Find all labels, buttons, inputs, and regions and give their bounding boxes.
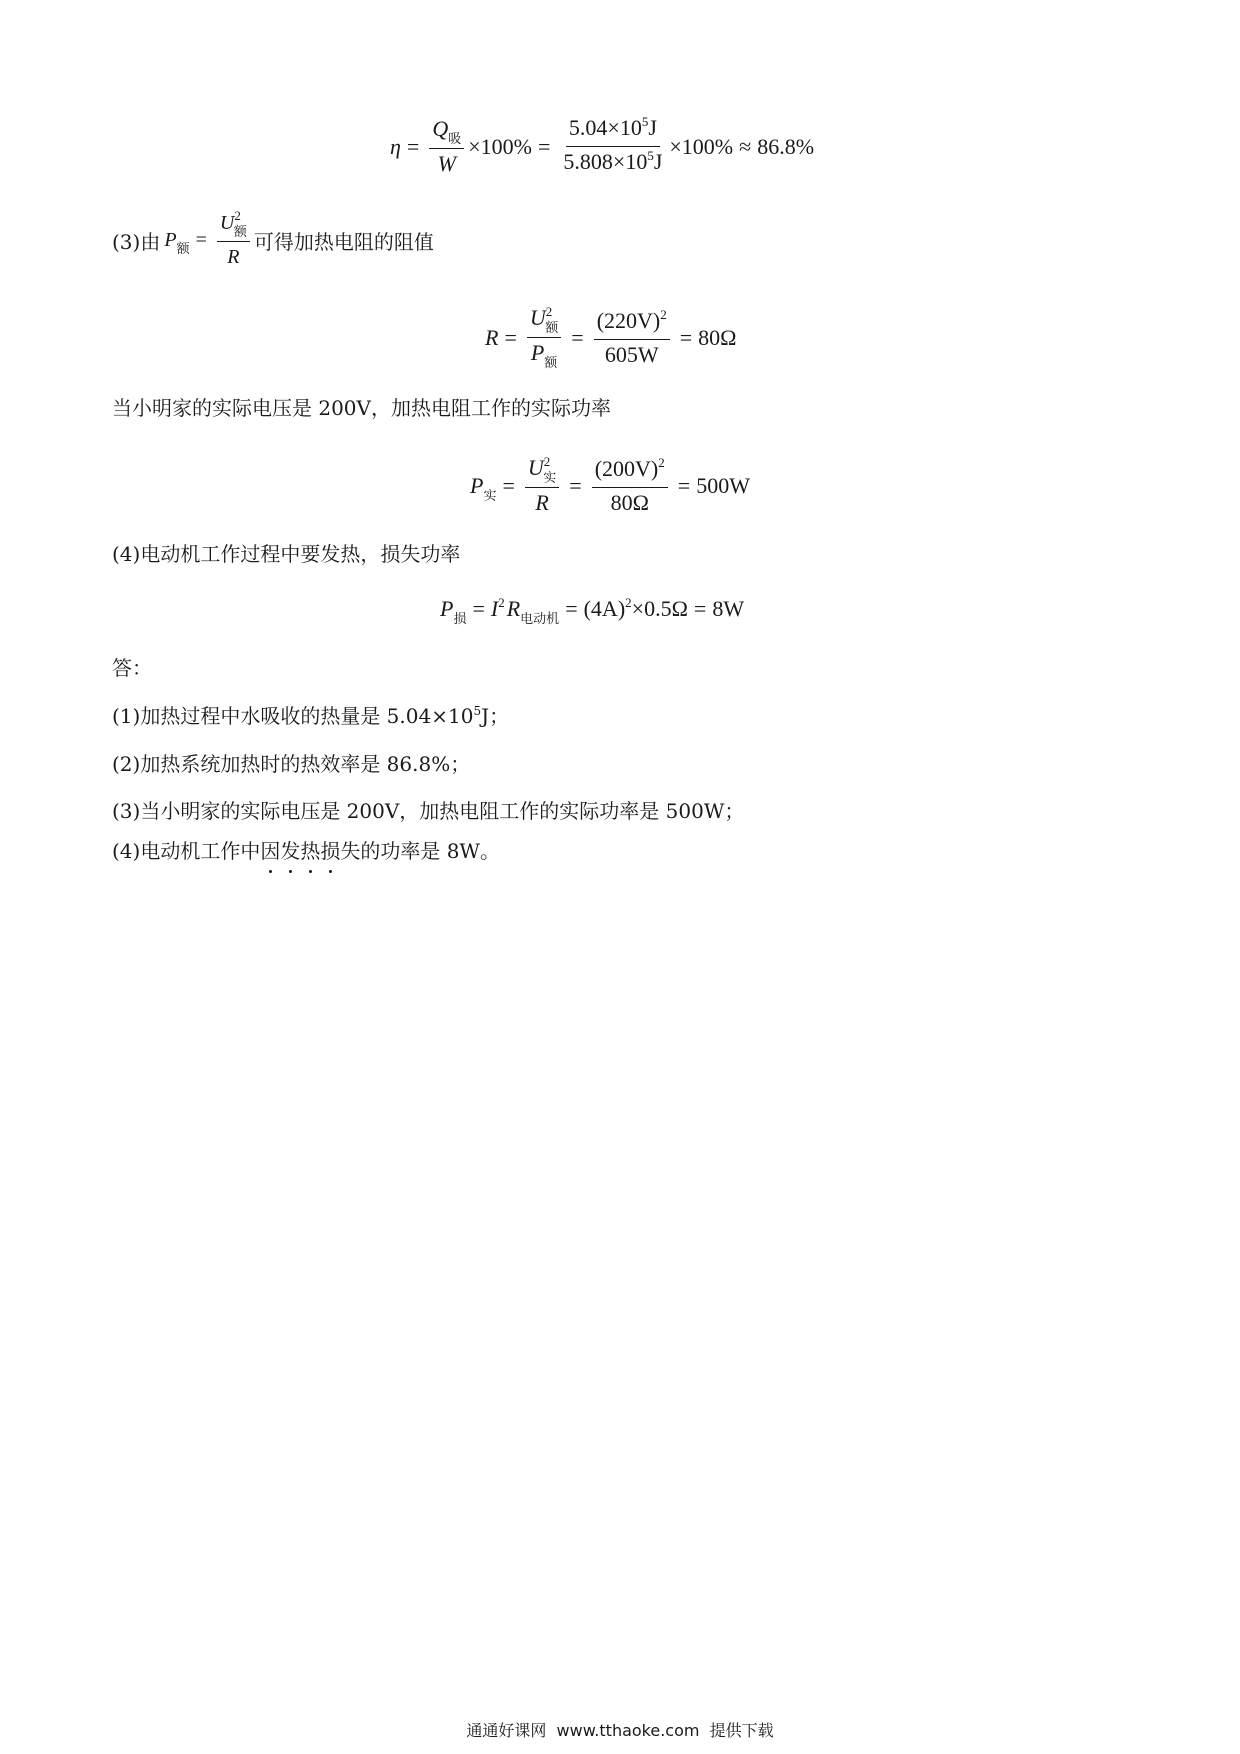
loss-power-equation: $P_损$ = $I^2$ $R_{电动机}$ = $(4A)^2$ ×0.5Ω = 8W (440, 595, 745, 627)
step4-line: (4)电动机工作过程中要发热，损失功率 (112, 542, 461, 566)
energy-fraction: $\frac{5.04\times 10^5J}{5.808\times 10^5J}$ (563, 114, 663, 174)
efficiency-equation: η = $\frac{Q_吸}{W}$ ×100% = $\frac{5.04\times 10^5J}{5.808\times 10^5J}$ ×100% ≈ 86.8% (390, 114, 815, 176)
actual-power-equation: $P_实$ = $\frac{U^2_实}{R}$ = $\frac{(200V)^2}{80\Omega}$ = 500W (470, 454, 750, 515)
efficiency-result: 86.8% (757, 133, 815, 159)
emphasis-char: 发 (280, 839, 301, 863)
answer-2: (2)加热系统加热时的热效率是 86.8%； (112, 752, 471, 776)
answer-3: (3)当小明家的实际电压是 200V，加热电阻工作的实际功率是 500W； (112, 799, 745, 823)
actual-power-result: 500W (696, 472, 750, 498)
emphasis-char: 热 (300, 839, 321, 863)
answer-4: (4)电动机工作中因发热损失的功率是 8W。 (112, 839, 500, 863)
answer-1: (1)加热过程中水吸收的热量是 $5.04\times 10^5J$； (112, 704, 510, 728)
emphasis-char: 因 (260, 839, 281, 863)
loss-power-result: 8W (712, 596, 745, 621)
q-over-w-fraction: $\frac{Q_吸}{W}$ (429, 116, 464, 177)
emphasis-char: 损 (320, 839, 341, 863)
answer-label: 答： (112, 656, 152, 680)
step3-line: (3)由 $P_额$ = $\frac{U^2_额}{R}$ 可得加热电阻的阻值 (112, 208, 434, 268)
u-squared-over-r: $\frac{U^2_额}{R}$ (217, 210, 250, 270)
page-footer: 通通好课网 www.tthaoke.com 提供下载 (466, 1721, 774, 1740)
resistance-result: 80Ω (698, 324, 737, 350)
eta-symbol: η (390, 133, 401, 159)
actual-voltage-line: 当小明家的实际电压是 200V，加热电阻工作的实际功率 (112, 396, 611, 420)
resistance-equation: R = $\frac{U^2_额}{P_额}$ = $\frac{(220V)^2}{605W}$ = 80Ω (485, 304, 737, 371)
